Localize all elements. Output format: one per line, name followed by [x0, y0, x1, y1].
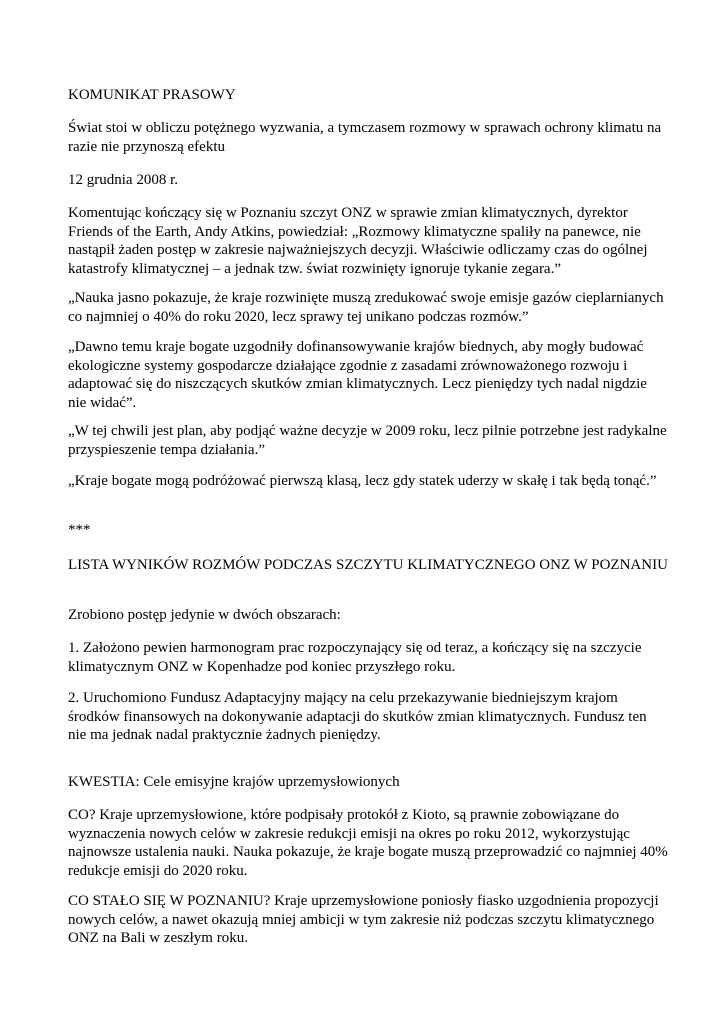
paragraph-plan-quote: „W tej chwili jest plan, aby podjąć ważne decyzje w 2009 roku, lecz pilnie potrzebne jest radykalne przyspieszenie tempa działania.”	[68, 423, 667, 458]
issue-what-paragraph: CO? Kraje uprzemysłowione, które podpisały protokół z Kioto, są prawnie zobowiązane do wyznaczenia nowych celów w zakresie redukcji emisji na okres po roku 2012, wykorzystując najnowsze ustalenia nauki. Nauka pokazuje, że kraje bogate muszą przeprowadzić co najmniej 40% redukcje emisji do 2020 roku.	[68, 807, 668, 879]
progress-item-adaptation-fund: 2. Uruchomiono Fundusz Adaptacyjny mający na celu przekazywanie biedniejszym krajom środków finansowych na dokonywanie adaptacji do skutków zmian klimatycznych. Fundusz ten nie ma jednak nadal praktycznie żadnych pieniędzy.	[68, 690, 647, 743]
progress-intro: Zrobiono postęp jedynie w dwóch obszarach:	[68, 607, 341, 623]
paragraph-funding-quote: „Dawno temu kraje bogate uzgodniły dofinansowywanie krajów biednych, aby mogły budować ekologiczne systemy gospodarcze działające zgodnie z zasadami zrównoważonego rozwoju i adaptować się do niszczących skutków zmian klimatycznych. Lecz pieniędzy tych nadal nigdzie nie widać”.	[68, 339, 647, 411]
release-date: 12 grudnia 2008 r.	[68, 172, 178, 188]
press-release-heading: KOMUNIKAT PRASOWY	[68, 87, 236, 103]
paragraph-science-quote: „Nauka jasno pokazuje, że kraje rozwinięte muszą zredukować swoje emisje gazów cieplarnianych co najmniej o 40% do roku 2020, lecz sprawy tej unikano podczas rozmów.”	[68, 290, 664, 325]
section-separator: ***	[68, 522, 91, 538]
paragraph-first-class-quote: „Kraje bogate mogą podróżować pierwszą klasą, lecz gdy statek uderzy w skałę i tak będą tonąć.”	[68, 473, 657, 489]
paragraph-atkins-statement: Komentując kończący się w Poznaniu szczyt ONZ w sprawie zmian klimatycznych, dyrektor Friends of the Earth, Andy Atkins, powiedział: „Rozmowy klimatyczne spaliły na panewce, nie nastąpił żaden postęp w zakresie najważniejszych decyzji. Właściwie odliczamy czas do ogólnej katastrofy klimatycznej – a jednak tzw. świat rozwinięty ignoruje tykanie zegara.”	[68, 205, 648, 277]
progress-item-timeline: 1. Założono pewien harmonogram prac rozpoczynający się od teraz, a kończący się na szczycie klimatycznym ONZ w Kopenhadze pod koniec przyszłego roku.	[68, 640, 642, 675]
headline: Świat stoi w obliczu potężnego wyzwania, a tymczasem rozmowy w sprawach ochrony klimatu na razie nie przynoszą efektu	[68, 120, 662, 155]
issue-poznan-paragraph: CO STAŁO SIĘ W POZNANIU? Kraje uprzemysłowione poniosły fiasko uzgodnienia propozycji nowych celów, a nawet okazują mniej ambicji w tym zakresie niż podczas szczytu klimatycznego ONZ na Bali w zeszłym roku.	[68, 893, 659, 946]
issue-heading: KWESTIA: Cele emisyjne krajów uprzemysłowionych	[68, 774, 400, 790]
results-list-heading: LISTA WYNIKÓW ROZMÓW PODCZAS SZCZYTU KLIMATYCZNEGO ONZ W POZNANIU	[68, 557, 668, 573]
